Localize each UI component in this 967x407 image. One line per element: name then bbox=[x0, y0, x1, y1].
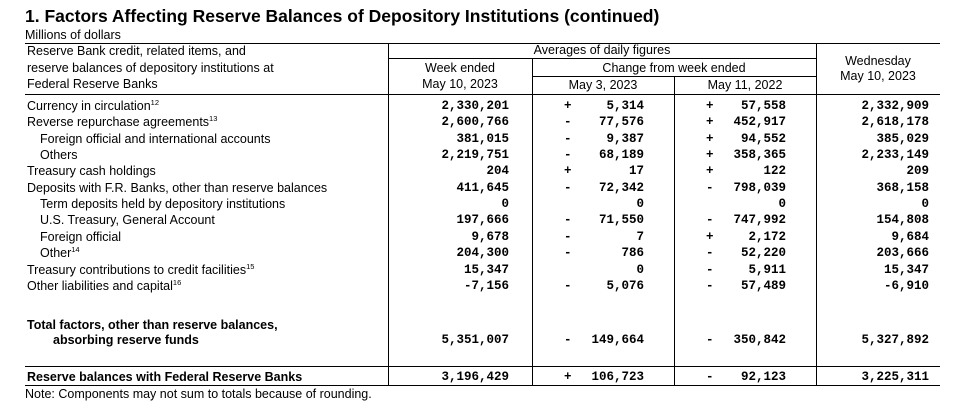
stub-header-line-3: Federal Reserve Banks bbox=[27, 77, 158, 91]
change2-value: 358,365 bbox=[733, 148, 786, 162]
change1-value: 9,387 bbox=[606, 132, 644, 146]
row-label-text: Other bbox=[40, 246, 72, 260]
change1-value: 0 bbox=[636, 263, 644, 277]
bottom-rule bbox=[25, 385, 940, 386]
week-value: 204,300 bbox=[456, 246, 509, 260]
change2-value: 122 bbox=[763, 164, 786, 178]
week-value: 2,330,201 bbox=[441, 99, 509, 113]
averages-rule bbox=[388, 58, 816, 59]
week-value: 9,678 bbox=[471, 230, 509, 244]
week-ended-header: Week ended bbox=[425, 61, 495, 75]
change2-sign: + bbox=[706, 230, 714, 244]
change2-value: 747,992 bbox=[733, 213, 786, 227]
row-label-text: Currency in circulation bbox=[27, 99, 151, 113]
total-change2-sign: - bbox=[706, 333, 714, 347]
change2-sign: + bbox=[706, 99, 714, 113]
change1-value: 786 bbox=[621, 246, 644, 260]
units-label: Millions of dollars bbox=[25, 28, 121, 42]
change2-value: 798,039 bbox=[733, 181, 786, 195]
reserve-change2-value: 92,123 bbox=[740, 370, 786, 384]
change1-sign: - bbox=[564, 132, 572, 146]
change2-sign: - bbox=[706, 213, 714, 227]
wednesday-date: May 10, 2023 bbox=[840, 69, 916, 83]
change1-value: 5,314 bbox=[606, 99, 644, 113]
total-change1-sign: - bbox=[564, 333, 572, 347]
change2-sign: - bbox=[706, 263, 714, 277]
total-label-line-1: Total factors, other than reserve balances, bbox=[27, 318, 278, 332]
row-label bbox=[40, 230, 121, 245]
change1-sign: - bbox=[564, 181, 572, 195]
wednesday-value: 15,347 bbox=[883, 263, 929, 277]
row-label bbox=[40, 246, 80, 261]
wednesday-value: 154,808 bbox=[876, 213, 929, 227]
change2-value: 452,917 bbox=[733, 115, 786, 129]
row-label bbox=[40, 132, 270, 147]
week-value: 411,645 bbox=[456, 181, 509, 195]
table-title: 1. Factors Affecting Reserve Balances of Depository Institutions (continued) bbox=[25, 6, 660, 26]
week-value: 2,219,751 bbox=[441, 148, 509, 162]
change1-value: 71,550 bbox=[598, 213, 644, 227]
row-label-text: Foreign official bbox=[40, 230, 122, 244]
change1-value: 68,189 bbox=[598, 148, 644, 162]
week-ended-date: May 10, 2023 bbox=[422, 77, 498, 91]
change1-sign: - bbox=[564, 279, 572, 293]
reserve-week-value: 3,196,429 bbox=[441, 370, 509, 384]
change1-sign: - bbox=[564, 213, 572, 227]
wednesday-value: 385,029 bbox=[876, 132, 929, 146]
wednesday-value: 209 bbox=[906, 164, 929, 178]
change-col2-header: May 11, 2022 bbox=[707, 78, 783, 92]
change2-value: 0 bbox=[778, 197, 786, 211]
change2-value: 5,911 bbox=[748, 263, 786, 277]
week-value: 15,347 bbox=[463, 263, 509, 277]
change2-value: 57,558 bbox=[740, 99, 786, 113]
wednesday-value: 368,158 bbox=[876, 181, 929, 195]
week-value: 0 bbox=[501, 197, 509, 211]
row-label-text: Term deposits held by depository institutions bbox=[40, 197, 286, 211]
wednesday-value: 2,332,909 bbox=[861, 99, 929, 113]
footnote-ref: 12 bbox=[150, 98, 160, 107]
reserve-change1-sign: + bbox=[564, 370, 572, 384]
row-label-text: Treasury contributions to credit facilities bbox=[27, 263, 247, 277]
row-label-text: Others bbox=[40, 148, 78, 162]
change2-value: 2,172 bbox=[748, 230, 786, 244]
wednesday-value: 2,233,149 bbox=[861, 148, 929, 162]
stub-header-line-2: reserve balances of depository institutions at bbox=[27, 61, 274, 75]
change1-value: 72,342 bbox=[598, 181, 644, 195]
header-bottom-rule bbox=[25, 94, 940, 95]
footnote: Note: Components may not sum to totals because of rounding. bbox=[25, 387, 372, 401]
change2-value: 57,489 bbox=[740, 279, 786, 293]
week-value: -7,156 bbox=[463, 279, 509, 293]
row-label bbox=[27, 181, 327, 196]
wednesday-value: 9,684 bbox=[891, 230, 929, 244]
wednesday-header: Wednesday bbox=[845, 54, 911, 68]
row-label-text: Foreign official and international accounts bbox=[40, 132, 271, 146]
change2-sign: + bbox=[706, 148, 714, 162]
wednesday-value: 2,618,178 bbox=[861, 115, 929, 129]
row-label bbox=[40, 213, 215, 228]
row-label-text: Other liabilities and capital bbox=[27, 279, 173, 293]
row-label-text: Treasury cash holdings bbox=[27, 164, 156, 178]
total-week-value: 5,351,007 bbox=[441, 333, 509, 347]
reserve-change1-value: 106,723 bbox=[591, 370, 644, 384]
change2-sign: - bbox=[706, 246, 714, 260]
row-label bbox=[40, 148, 78, 163]
footnote-ref: 15 bbox=[246, 262, 255, 271]
row-label bbox=[27, 263, 254, 278]
footnote-ref: 13 bbox=[209, 114, 218, 123]
row-label-text: Reverse repurchase agreements bbox=[27, 115, 210, 129]
reserve-label: Reserve balances with Federal Reserve Banks bbox=[27, 370, 303, 384]
change-col1-header: May 3, 2023 bbox=[568, 78, 638, 92]
row-label bbox=[27, 279, 181, 294]
averages-header: Averages of daily figures bbox=[533, 43, 671, 57]
wednesday-value: 0 bbox=[921, 197, 929, 211]
row-label bbox=[27, 115, 217, 130]
change2-sign: + bbox=[706, 164, 714, 178]
change2-sign: - bbox=[706, 279, 714, 293]
row-label bbox=[27, 99, 159, 114]
change1-value: 17 bbox=[628, 164, 644, 178]
change1-sign: - bbox=[564, 115, 572, 129]
footnote-ref: 14 bbox=[71, 245, 80, 254]
total-wednesday-value: 5,327,892 bbox=[861, 333, 929, 347]
change1-sign: - bbox=[564, 148, 572, 162]
row-label bbox=[40, 197, 285, 212]
footnote-ref: 16 bbox=[172, 278, 182, 287]
change2-sign: + bbox=[706, 115, 714, 129]
total-change2-value: 350,842 bbox=[733, 333, 786, 347]
change-header: Change from week ended bbox=[602, 61, 746, 75]
change2-value: 52,220 bbox=[740, 246, 786, 260]
change1-value: 5,076 bbox=[606, 279, 644, 293]
change1-sign: - bbox=[564, 230, 572, 244]
change1-value: 7 bbox=[636, 230, 644, 244]
change2-sign: - bbox=[706, 181, 714, 195]
stub-header-line-1: Reserve Bank credit, related items, and bbox=[27, 44, 246, 58]
change1-sign: + bbox=[564, 164, 572, 178]
change1-sign: + bbox=[564, 99, 572, 113]
change1-value: 0 bbox=[636, 197, 644, 211]
week-value: 2,600,766 bbox=[441, 115, 509, 129]
reserve-change2-sign: - bbox=[706, 370, 714, 384]
row-label-text: Deposits with F.R. Banks, other than reserve balances bbox=[27, 181, 328, 195]
week-value: 381,015 bbox=[456, 132, 509, 146]
total-rule bbox=[25, 366, 940, 367]
change2-sign: + bbox=[706, 132, 714, 146]
week-value: 204 bbox=[486, 164, 509, 178]
total-change1-value: 149,664 bbox=[591, 333, 644, 347]
reserve-wednesday-value: 3,225,311 bbox=[861, 370, 929, 384]
change2-value: 94,552 bbox=[740, 132, 786, 146]
row-label-text: U.S. Treasury, General Account bbox=[40, 213, 215, 227]
wednesday-value: -6,910 bbox=[883, 279, 929, 293]
change1-value: 77,576 bbox=[598, 115, 644, 129]
row-label bbox=[27, 164, 156, 179]
week-value: 197,666 bbox=[456, 213, 509, 227]
wednesday-value: 203,666 bbox=[876, 246, 929, 260]
total-label-line-2: absorbing reserve funds bbox=[53, 333, 199, 347]
change1-sign: - bbox=[564, 246, 572, 260]
